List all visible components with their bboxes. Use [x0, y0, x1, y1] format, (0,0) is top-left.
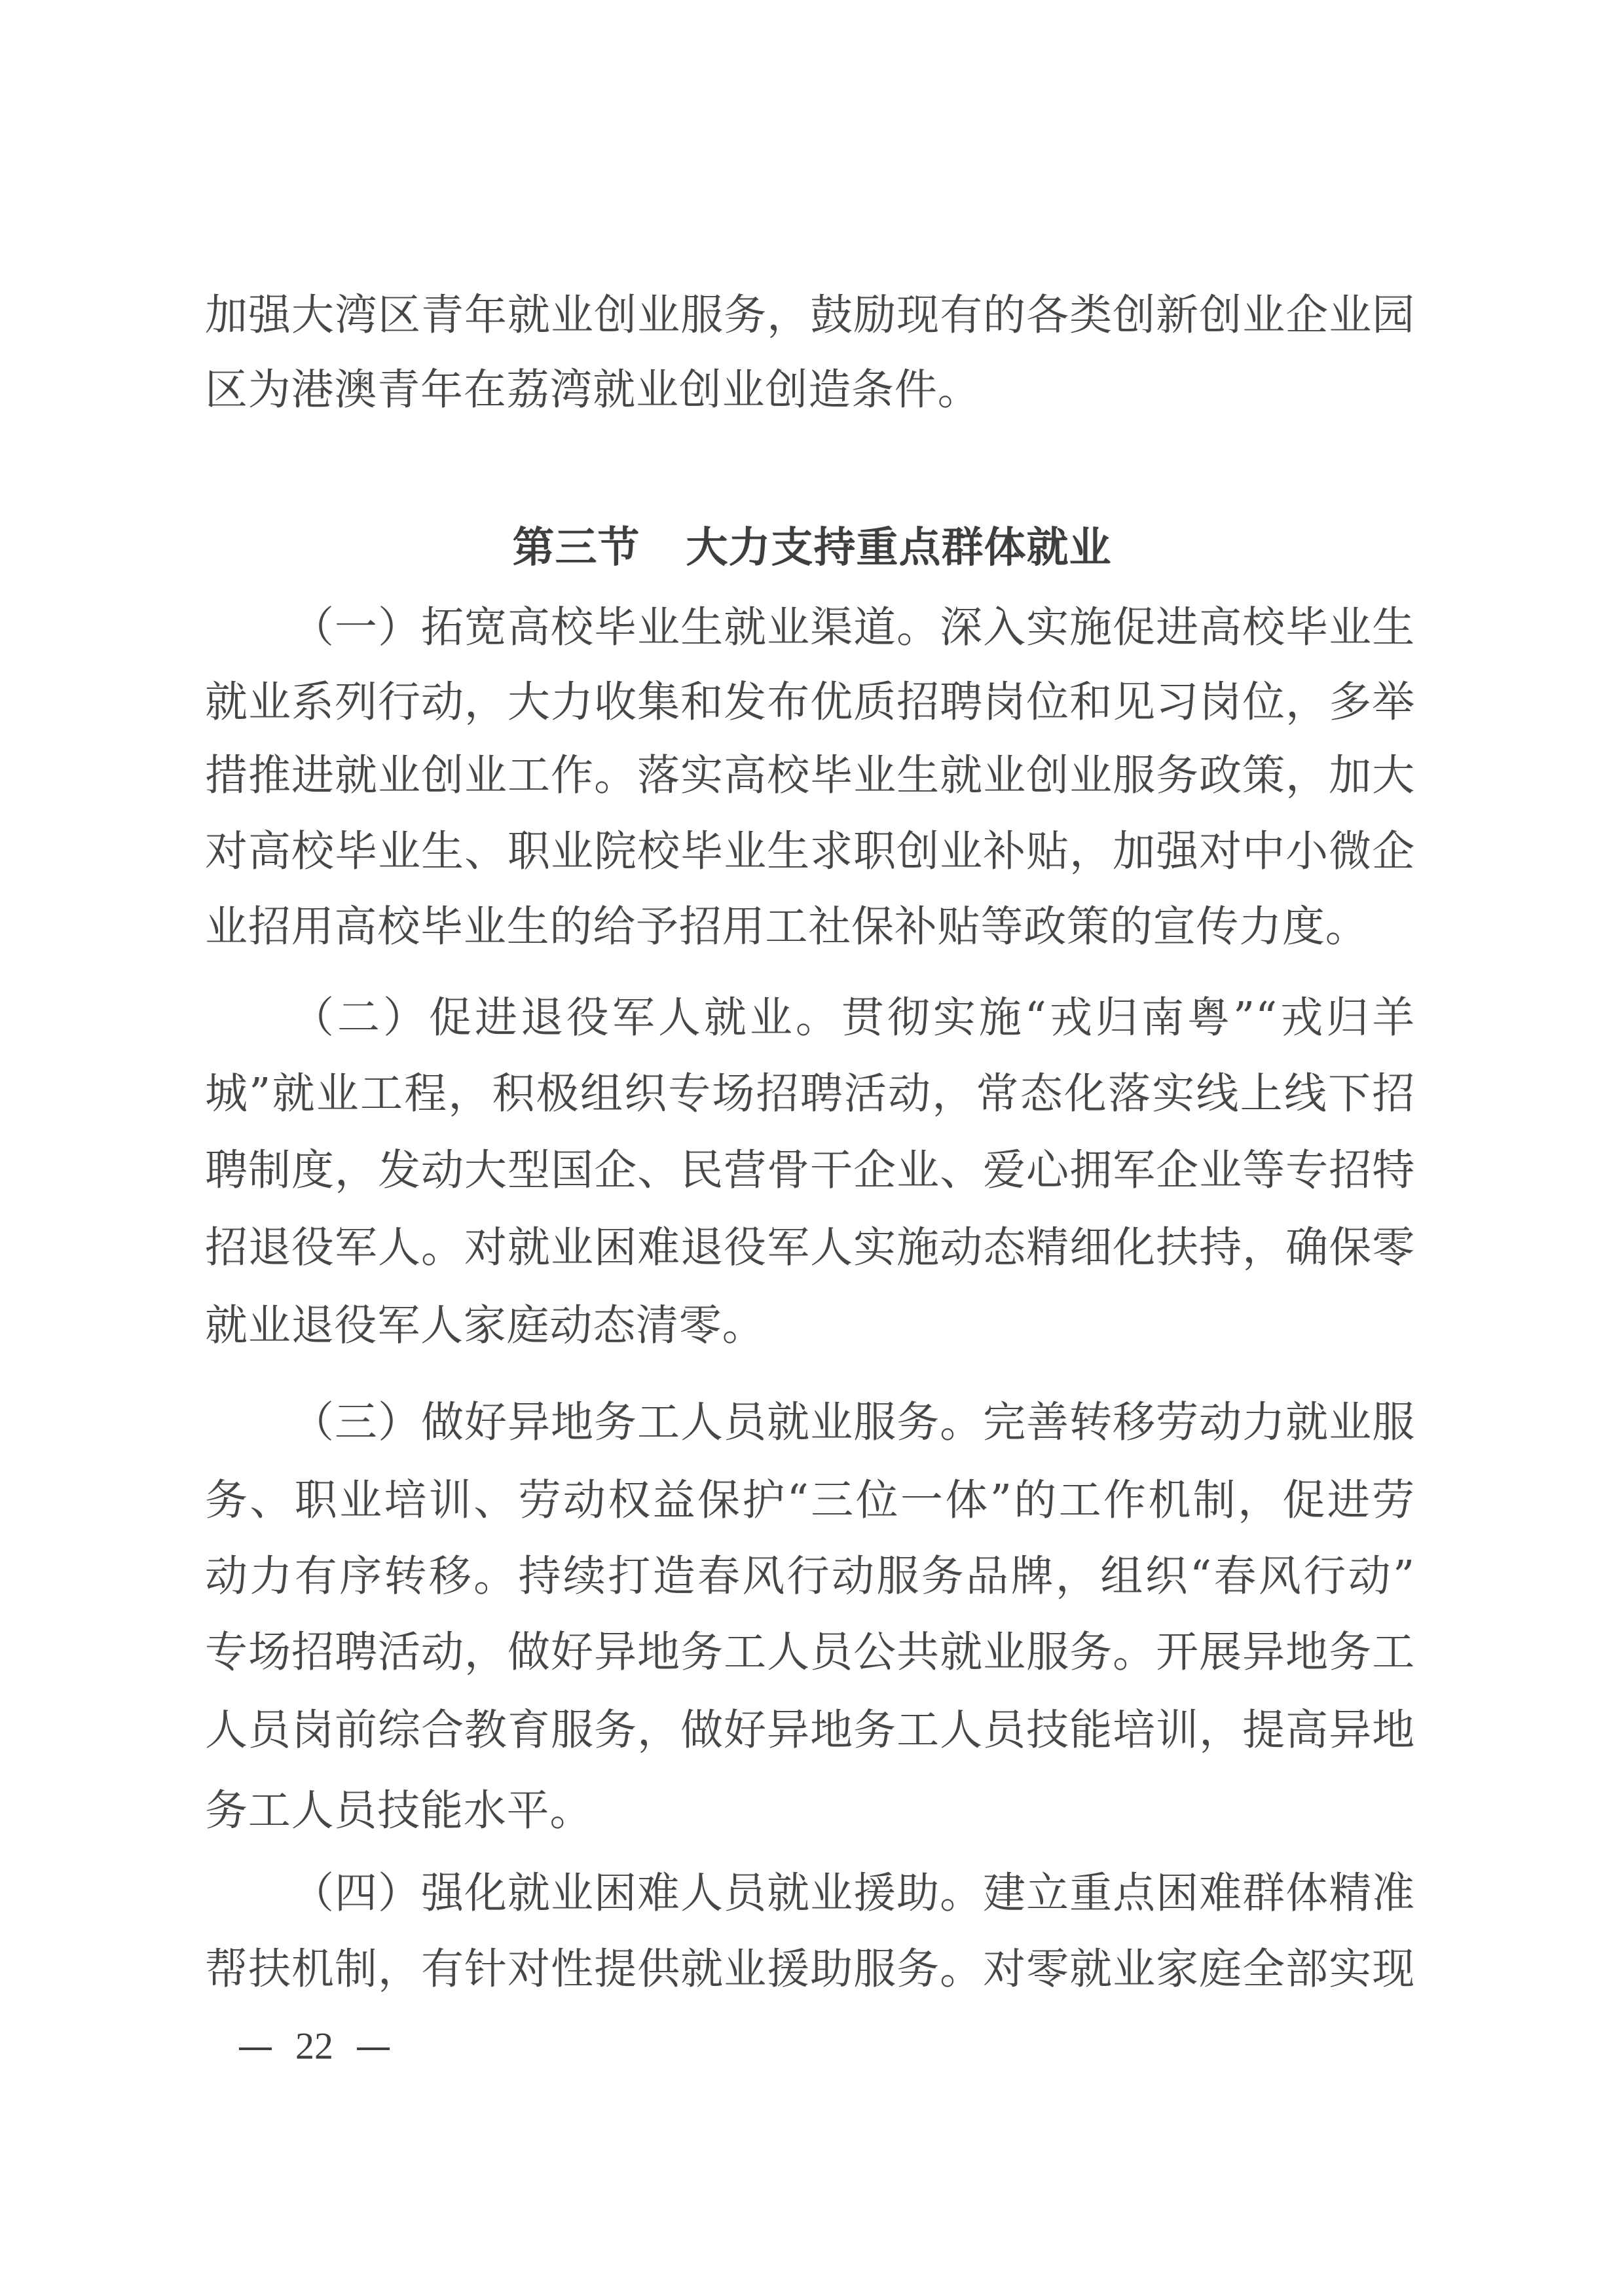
paragraph-3-line: 务、职业培训、劳动权益保护“三位一体”的工作机制，促进劳	[205, 1476, 1415, 1525]
paragraph-3-line: 务工人员技能水平。	[205, 1786, 593, 1835]
paragraph-1-line: 措推进就业创业工作。落实高校毕业生就业创业服务政策，加大	[205, 751, 1415, 800]
paragraph-3-line: 专场招聘活动，做好异地务工人员公共就业服务。开展异地务工	[205, 1628, 1415, 1677]
paragraph-2-line: （二）促进退役军人就业。贯彻实施“戎归南粤”“戎归羊	[291, 993, 1415, 1042]
paragraph-2-line: 就业退役军人家庭动态清零。	[205, 1301, 766, 1350]
paragraph-4-line: （四）强化就业困难人员就业援助。建立重点困难群体精准	[291, 1869, 1415, 1918]
page-number-value: 22	[295, 2025, 333, 2067]
paragraph-2-line: 城”就业工程，积极组织专场招聘活动，常态化落实线上线下招	[205, 1069, 1415, 1118]
paragraph-1-line: 对高校毕业生、职业院校毕业生求职创业补贴，加强对中小微企	[205, 827, 1415, 876]
paragraph-1-line: 就业系列行动，大力收集和发布优质招聘岗位和见习岗位，多举	[205, 678, 1415, 727]
paragraph-2-line: 聘制度，发动大型国企、民营骨干企业、爱心拥军企业等专招特	[205, 1146, 1415, 1195]
dash-left	[239, 2047, 272, 2050]
body-text-line: 区为港澳青年在荔湾就业创业创造条件。	[205, 365, 981, 414]
body-text-line: 加强大湾区青年就业创业服务，鼓励现有的各类创新创业企业园	[205, 291, 1415, 340]
page-number	[239, 2023, 390, 2069]
section-heading	[0, 519, 1624, 578]
dash-right	[357, 2047, 390, 2050]
paragraph-3-line: 动力有序转移。持续打造春风行动服务品牌，组织“春风行动”	[205, 1552, 1415, 1601]
section-number: 第三节	[512, 524, 640, 572]
paragraph-2-line: 招退役军人。对就业困难退役军人实施动态精细化扶持，确保零	[205, 1223, 1415, 1272]
paragraph-4-line: 帮扶机制，有针对性提供就业援助服务。对零就业家庭全部实现	[205, 1945, 1415, 1994]
paragraph-1-line: 业招用高校毕业生的给予招用工社保补贴等政策的宣传力度。	[205, 902, 1369, 951]
paragraph-1-line: （一）拓宽高校毕业生就业渠道。深入实施促进高校毕业生	[291, 603, 1415, 652]
paragraph-3-line: 人员岗前综合教育服务，做好异地务工人员技能培训，提高异地	[205, 1706, 1415, 1755]
section-title: 大力支持重点群体就业	[686, 524, 1112, 572]
paragraph-3-line: （三）做好异地务工人员就业服务。完善转移劳动力就业服	[291, 1398, 1415, 1447]
